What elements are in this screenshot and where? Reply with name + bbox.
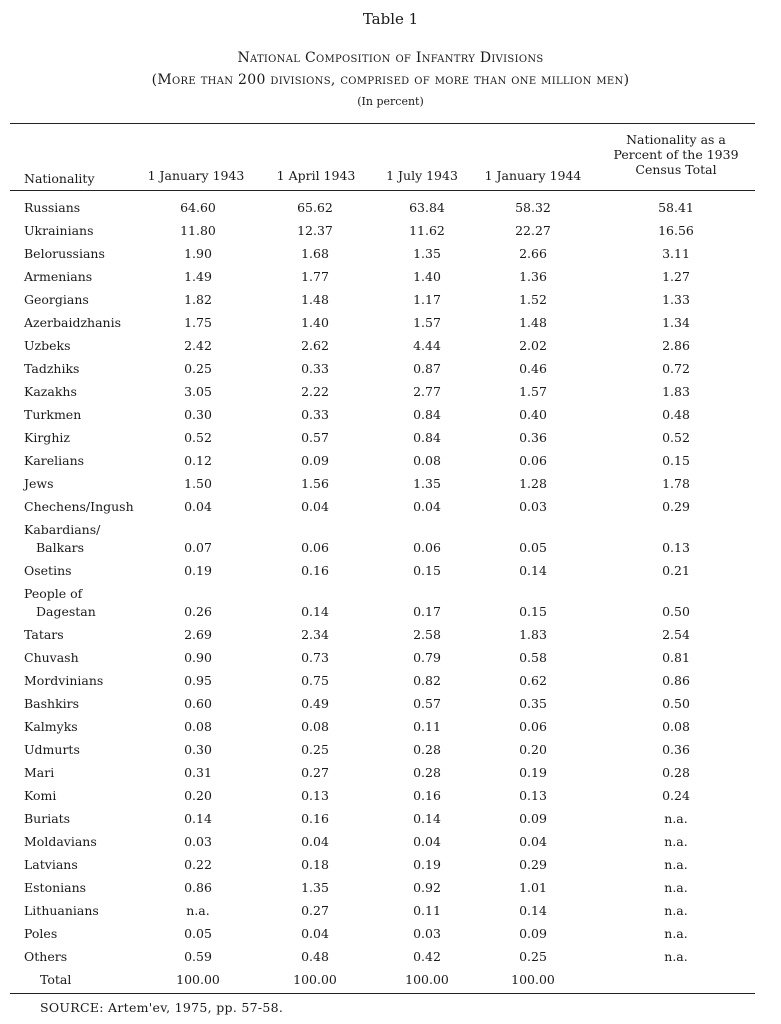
table-row: [0, 787, 781, 810]
nationality-name-line: Total: [40, 972, 72, 987]
table-row: [0, 833, 781, 856]
nationality-name: [24, 429, 70, 447]
nationality-name: [24, 902, 99, 920]
nationality-name: [24, 649, 79, 667]
cell-jul-1943: 0.87: [413, 361, 441, 376]
cell-census-percent: 1.34: [662, 315, 690, 330]
cell-jan-1943: 1.82: [184, 292, 212, 307]
cell-census-percent: 3.11: [662, 246, 690, 261]
bottom-rule: [10, 993, 755, 994]
cell-census-percent: 0.86: [662, 673, 690, 688]
cell-jul-1943: 0.28: [413, 765, 441, 780]
cell-jan-1944: 0.36: [519, 430, 547, 445]
cell-census-percent: 0.21: [662, 563, 690, 578]
cell-apr-1943: 2.34: [301, 627, 329, 642]
nationality-name-line: Moldavians: [24, 834, 97, 849]
cell-jul-1943: 0.92: [413, 880, 441, 895]
table-row: [0, 337, 781, 360]
nationality-name-line: Tadzhiks: [24, 361, 80, 376]
cell-apr-1943: 1.35: [301, 880, 329, 895]
cell-jan-1943: 0.59: [184, 949, 212, 964]
nationality-name-line: Kabardians/: [24, 522, 101, 537]
cell-jan-1943: 11.80: [180, 223, 216, 238]
nationality-name: [24, 360, 79, 378]
cell-jan-1944: 0.04: [519, 834, 547, 849]
cell-jan-1943: 0.86: [184, 880, 212, 895]
cell-jan-1944: 0.14: [519, 563, 547, 578]
cell-jan-1944: 0.58: [519, 650, 547, 665]
nationality-name: [24, 925, 57, 943]
cell-census-percent: 0.48: [662, 407, 690, 422]
cell-census-percent: 0.50: [662, 604, 690, 619]
cell-jan-1943: 0.05: [184, 926, 212, 941]
table-label: Table 1: [362, 10, 419, 28]
nationality-name-line: Karelians: [24, 453, 85, 468]
nationality-name-line: Balkars: [36, 540, 85, 555]
cell-jan-1943: 64.60: [180, 200, 216, 215]
nationality-name: [24, 383, 77, 401]
table-subtitle: (More than 200 divisions, comprised of more than one million men): [151, 72, 630, 88]
unit-note: (In percent): [357, 95, 424, 108]
cell-jul-1943: 0.79: [413, 650, 441, 665]
cell-apr-1943: 1.40: [301, 315, 329, 330]
cell-jan-1943: 1.90: [184, 246, 212, 261]
cell-apr-1943: 0.27: [301, 765, 329, 780]
cell-census-percent: 0.72: [662, 361, 690, 376]
cell-census-percent: n.a.: [664, 903, 688, 918]
header-jan-1943: 1 January 1943: [147, 168, 245, 183]
nationality-name-line: Buriats: [24, 811, 71, 826]
cell-jan-1944: 100.00: [511, 972, 555, 987]
cell-apr-1943: 0.13: [301, 788, 329, 803]
nationality-name: [24, 741, 80, 759]
cell-jan-1943: 0.30: [184, 407, 212, 422]
table-row: [0, 626, 781, 649]
nationality-name: [24, 291, 89, 309]
header-census-line2: Percent of the 1939: [613, 147, 739, 162]
nationality-name-line: Chuvash: [24, 650, 79, 665]
cell-apr-1943: 0.09: [301, 453, 329, 468]
cell-apr-1943: 0.49: [301, 696, 329, 711]
cell-jul-1943: 100.00: [405, 972, 449, 987]
source-note: SOURCE: Artem'ev, 1975, pp. 57-58.: [40, 1000, 284, 1015]
nationality-name: [24, 833, 97, 851]
cell-census-percent: 2.54: [662, 627, 690, 642]
cell-jan-1943: 0.12: [184, 453, 212, 468]
nationality-name-line: Latvians: [24, 857, 78, 872]
cell-census-percent: 1.83: [662, 384, 690, 399]
cell-jan-1944: 0.46: [519, 361, 547, 376]
cell-jul-1943: 0.04: [413, 834, 441, 849]
nationality-name-line: Udmurts: [24, 742, 80, 757]
cell-jul-1943: 1.17: [413, 292, 441, 307]
cell-apr-1943: 0.25: [301, 742, 329, 757]
nationality-name: [24, 406, 81, 424]
header-rule: [10, 190, 755, 191]
table-row: [0, 291, 781, 314]
cell-apr-1943: 2.62: [301, 338, 329, 353]
cell-jan-1943: 3.05: [184, 384, 212, 399]
table-row: [0, 314, 781, 337]
cell-jan-1944: 1.36: [519, 269, 547, 284]
cell-jan-1944: 0.13: [519, 788, 547, 803]
nationality-name-line: Turkmen: [24, 407, 82, 422]
nationality-name: [24, 475, 54, 493]
cell-census-percent: 1.27: [662, 269, 690, 284]
nationality-name: [24, 268, 92, 286]
cell-jan-1944: 2.66: [519, 246, 547, 261]
cell-jan-1943: 0.04: [184, 499, 212, 514]
cell-jan-1944: 0.06: [519, 453, 547, 468]
nationality-name-line: Jews: [24, 476, 54, 491]
cell-jan-1943: 0.14: [184, 811, 212, 826]
cell-jan-1943: 0.60: [184, 696, 212, 711]
cell-census-percent: 2.86: [662, 338, 690, 353]
cell-census-percent: 0.36: [662, 742, 690, 757]
table-row: [0, 971, 781, 994]
cell-jul-1943: 1.35: [413, 476, 441, 491]
nationality-name: [24, 337, 71, 355]
header-census-line1: Nationality as a: [626, 132, 726, 147]
cell-census-percent: n.a.: [664, 811, 688, 826]
nationality-name-line: Kalmyks: [24, 719, 78, 734]
nationality-name: [24, 222, 94, 240]
cell-jul-1943: 0.11: [413, 719, 441, 734]
cell-jul-1943: 1.40: [413, 269, 441, 284]
cell-jul-1943: 11.62: [409, 223, 445, 238]
cell-jul-1943: 1.35: [413, 246, 441, 261]
header-apr-1943: 1 April 1943: [276, 168, 356, 183]
cell-jan-1944: 22.27: [515, 223, 551, 238]
cell-jul-1943: 0.84: [413, 430, 441, 445]
cell-apr-1943: 0.18: [301, 857, 329, 872]
nationality-name: [24, 879, 86, 897]
cell-jan-1944: 2.02: [519, 338, 547, 353]
table-body: [0, 199, 781, 994]
nationality-name: [24, 787, 56, 805]
header-jan-1944: 1 January 1944: [484, 168, 582, 183]
table-row: [0, 562, 781, 585]
nationality-name: [24, 314, 121, 332]
cell-jul-1943: 0.03: [413, 926, 441, 941]
cell-jul-1943: 0.06: [413, 540, 441, 555]
nationality-name-line: Komi: [24, 788, 57, 803]
cell-census-percent: 0.81: [662, 650, 690, 665]
cell-jan-1943: 0.95: [184, 673, 212, 688]
nationality-name-line: Mordvinians: [24, 673, 104, 688]
nationality-name-line: Belorussians: [24, 246, 105, 261]
cell-apr-1943: 0.75: [301, 673, 329, 688]
table-row: [0, 764, 781, 787]
cell-apr-1943: 0.48: [301, 949, 329, 964]
cell-jul-1943: 63.84: [409, 200, 445, 215]
nationality-name: [24, 695, 79, 713]
nationality-name-line: Russians: [24, 200, 81, 215]
cell-apr-1943: 0.33: [301, 407, 329, 422]
nationality-name-line: Armenians: [24, 269, 93, 284]
nationality-name-line: Others: [24, 949, 68, 964]
cell-jan-1944: 1.01: [519, 880, 547, 895]
table-row: [0, 406, 781, 429]
cell-apr-1943: 0.57: [301, 430, 329, 445]
table-row: [0, 222, 781, 245]
cell-jan-1944: 0.06: [519, 719, 547, 734]
cell-jan-1943: 0.22: [184, 857, 212, 872]
cell-apr-1943: 0.04: [301, 834, 329, 849]
cell-jan-1943: 1.49: [184, 269, 212, 284]
nationality-name-line: Georgians: [24, 292, 89, 307]
header-jul-1943: 1 July 1943: [386, 168, 458, 183]
nationality-name-line: Osetins: [24, 563, 72, 578]
table-row: [0, 741, 781, 764]
cell-census-percent: 0.50: [662, 696, 690, 711]
nationality-name-line: Kazakhs: [24, 384, 77, 399]
cell-jul-1943: 0.08: [413, 453, 441, 468]
cell-census-percent: n.a.: [664, 857, 688, 872]
cell-apr-1943: 65.62: [297, 200, 333, 215]
table-row: [0, 521, 781, 562]
cell-jan-1944: 0.25: [519, 949, 547, 964]
cell-jan-1943: n.a.: [186, 903, 210, 918]
nationality-name: [24, 199, 80, 217]
nationality-name-line: Estonians: [24, 880, 87, 895]
cell-jan-1943: 0.03: [184, 834, 212, 849]
cell-apr-1943: 1.77: [301, 269, 329, 284]
cell-jul-1943: 0.84: [413, 407, 441, 422]
cell-jan-1943: 0.07: [184, 540, 212, 555]
cell-jul-1943: 2.58: [413, 627, 441, 642]
nationality-name: [24, 856, 78, 874]
cell-apr-1943: 0.27: [301, 903, 329, 918]
cell-jan-1943: 2.69: [184, 627, 212, 642]
cell-jul-1943: 2.77: [413, 384, 441, 399]
cell-apr-1943: 1.56: [301, 476, 329, 491]
table-row: [0, 879, 781, 902]
table-row: [0, 245, 781, 268]
cell-jul-1943: 0.19: [413, 857, 441, 872]
nationality-name-line: Ukrainians: [24, 223, 94, 238]
table-row: [0, 383, 781, 406]
cell-jan-1944: 0.05: [519, 540, 547, 555]
table-row: [0, 475, 781, 498]
nationality-name-line: Poles: [24, 926, 58, 941]
cell-jan-1943: 0.19: [184, 563, 212, 578]
table-row: [0, 268, 781, 291]
cell-census-percent: 0.29: [662, 499, 690, 514]
cell-jan-1944: 0.20: [519, 742, 547, 757]
cell-jan-1944: 0.14: [519, 903, 547, 918]
table-row: [0, 948, 781, 971]
nationality-name-line: Uzbeks: [24, 338, 71, 353]
nationality-name-line: Chechens/Ingush: [24, 499, 134, 514]
nationality-name: [24, 245, 105, 263]
table-row: [0, 199, 781, 222]
cell-jan-1944: 1.57: [519, 384, 547, 399]
cell-apr-1943: 0.04: [301, 499, 329, 514]
table-row: [0, 649, 781, 672]
cell-jan-1944: 0.40: [519, 407, 547, 422]
cell-census-percent: n.a.: [664, 926, 688, 941]
cell-jul-1943: 0.14: [413, 811, 441, 826]
cell-jul-1943: 0.82: [413, 673, 441, 688]
cell-census-percent: 0.28: [662, 765, 690, 780]
cell-apr-1943: 0.06: [301, 540, 329, 555]
nationality-name-line: Lithuanians: [24, 903, 99, 918]
cell-jan-1943: 1.50: [184, 476, 212, 491]
table-row: [0, 672, 781, 695]
cell-apr-1943: 0.08: [301, 719, 329, 734]
cell-jul-1943: 4.44: [413, 338, 441, 353]
cell-jan-1943: 0.90: [184, 650, 212, 665]
cell-jul-1943: 0.16: [413, 788, 441, 803]
top-rule: [10, 123, 755, 124]
cell-census-percent: n.a.: [664, 949, 688, 964]
nationality-name: [40, 971, 71, 989]
nationality-name: [24, 521, 100, 557]
cell-jan-1944: 1.83: [519, 627, 547, 642]
table-row: [0, 498, 781, 521]
nationality-name-line: Bashkirs: [24, 696, 80, 711]
nationality-name: [24, 498, 134, 516]
table-row: [0, 695, 781, 718]
cell-jan-1943: 0.25: [184, 361, 212, 376]
cell-apr-1943: 1.68: [301, 246, 329, 261]
cell-census-percent: n.a.: [664, 880, 688, 895]
cell-jan-1944: 0.09: [519, 926, 547, 941]
cell-census-percent: 0.24: [662, 788, 690, 803]
nationality-name: [24, 585, 96, 621]
cell-jul-1943: 0.17: [413, 604, 441, 619]
nationality-name: [24, 718, 78, 736]
nationality-name-line: People of: [24, 586, 83, 601]
cell-jan-1944: 0.29: [519, 857, 547, 872]
cell-census-percent: 1.33: [662, 292, 690, 307]
cell-census-percent: 0.15: [662, 453, 690, 468]
cell-apr-1943: 1.48: [301, 292, 329, 307]
cell-census-percent: 0.13: [662, 540, 690, 555]
table-row: [0, 902, 781, 925]
cell-census-percent: 16.56: [658, 223, 694, 238]
cell-jul-1943: 0.15: [413, 563, 441, 578]
cell-jul-1943: 0.57: [413, 696, 441, 711]
cell-jan-1943: 0.08: [184, 719, 212, 734]
nationality-name: [24, 626, 64, 644]
cell-jan-1943: 0.30: [184, 742, 212, 757]
cell-jan-1943: 1.75: [184, 315, 212, 330]
cell-jan-1944: 0.09: [519, 811, 547, 826]
nationality-name: [24, 764, 54, 782]
cell-apr-1943: 2.22: [301, 384, 329, 399]
cell-jan-1944: 0.35: [519, 696, 547, 711]
cell-jan-1943: 0.26: [184, 604, 212, 619]
cell-census-percent: 58.41: [658, 200, 694, 215]
cell-census-percent: 0.08: [662, 719, 690, 734]
table-row: [0, 856, 781, 879]
cell-jul-1943: 1.57: [413, 315, 441, 330]
table-row: [0, 718, 781, 741]
cell-jan-1943: 0.20: [184, 788, 212, 803]
table-row: [0, 925, 781, 948]
cell-jan-1944: 0.62: [519, 673, 547, 688]
cell-jan-1944: 0.19: [519, 765, 547, 780]
cell-jan-1943: 2.42: [184, 338, 212, 353]
table-row: [0, 585, 781, 626]
cell-jan-1944: 0.03: [519, 499, 547, 514]
nationality-name-line: Mari: [24, 765, 55, 780]
cell-apr-1943: 100.00: [293, 972, 337, 987]
cell-apr-1943: 0.16: [301, 811, 329, 826]
cell-jan-1944: 58.32: [515, 200, 551, 215]
cell-apr-1943: 0.73: [301, 650, 329, 665]
cell-jul-1943: 0.11: [413, 903, 441, 918]
header-nationality: Nationality: [24, 171, 95, 186]
cell-jul-1943: 0.28: [413, 742, 441, 757]
table-row: [0, 810, 781, 833]
cell-jan-1944: 1.48: [519, 315, 547, 330]
cell-apr-1943: 0.16: [301, 563, 329, 578]
nationality-name: [24, 452, 84, 470]
nationality-name-line: Kirghiz: [24, 430, 70, 445]
table-row: [0, 452, 781, 475]
cell-census-percent: 0.52: [662, 430, 690, 445]
table-row: [0, 360, 781, 383]
nationality-name-line: Azerbaidzhanis: [24, 315, 121, 330]
nationality-name: [24, 810, 70, 828]
table-title: National Composition of Infantry Divisions: [237, 50, 544, 66]
cell-jul-1943: 0.04: [413, 499, 441, 514]
header-census-line3: Census Total: [635, 162, 717, 177]
cell-jul-1943: 0.42: [413, 949, 441, 964]
cell-census-percent: 1.78: [662, 476, 690, 491]
cell-apr-1943: 12.37: [297, 223, 333, 238]
nationality-name: [24, 672, 103, 690]
nationality-name-line: Dagestan: [36, 604, 96, 619]
cell-apr-1943: 0.14: [301, 604, 329, 619]
cell-jan-1944: 1.52: [519, 292, 547, 307]
cell-jan-1943: 0.52: [184, 430, 212, 445]
cell-jan-1944: 1.28: [519, 476, 547, 491]
nationality-name-line: Tatars: [24, 627, 64, 642]
cell-jan-1943: 100.00: [176, 972, 220, 987]
cell-jan-1944: 0.15: [519, 604, 547, 619]
header-census-percent: [596, 132, 756, 177]
cell-jan-1943: 0.31: [184, 765, 212, 780]
cell-apr-1943: 0.04: [301, 926, 329, 941]
cell-apr-1943: 0.33: [301, 361, 329, 376]
table-row: [0, 429, 781, 452]
nationality-name: [24, 948, 67, 966]
cell-census-percent: n.a.: [664, 834, 688, 849]
nationality-name: [24, 562, 72, 580]
